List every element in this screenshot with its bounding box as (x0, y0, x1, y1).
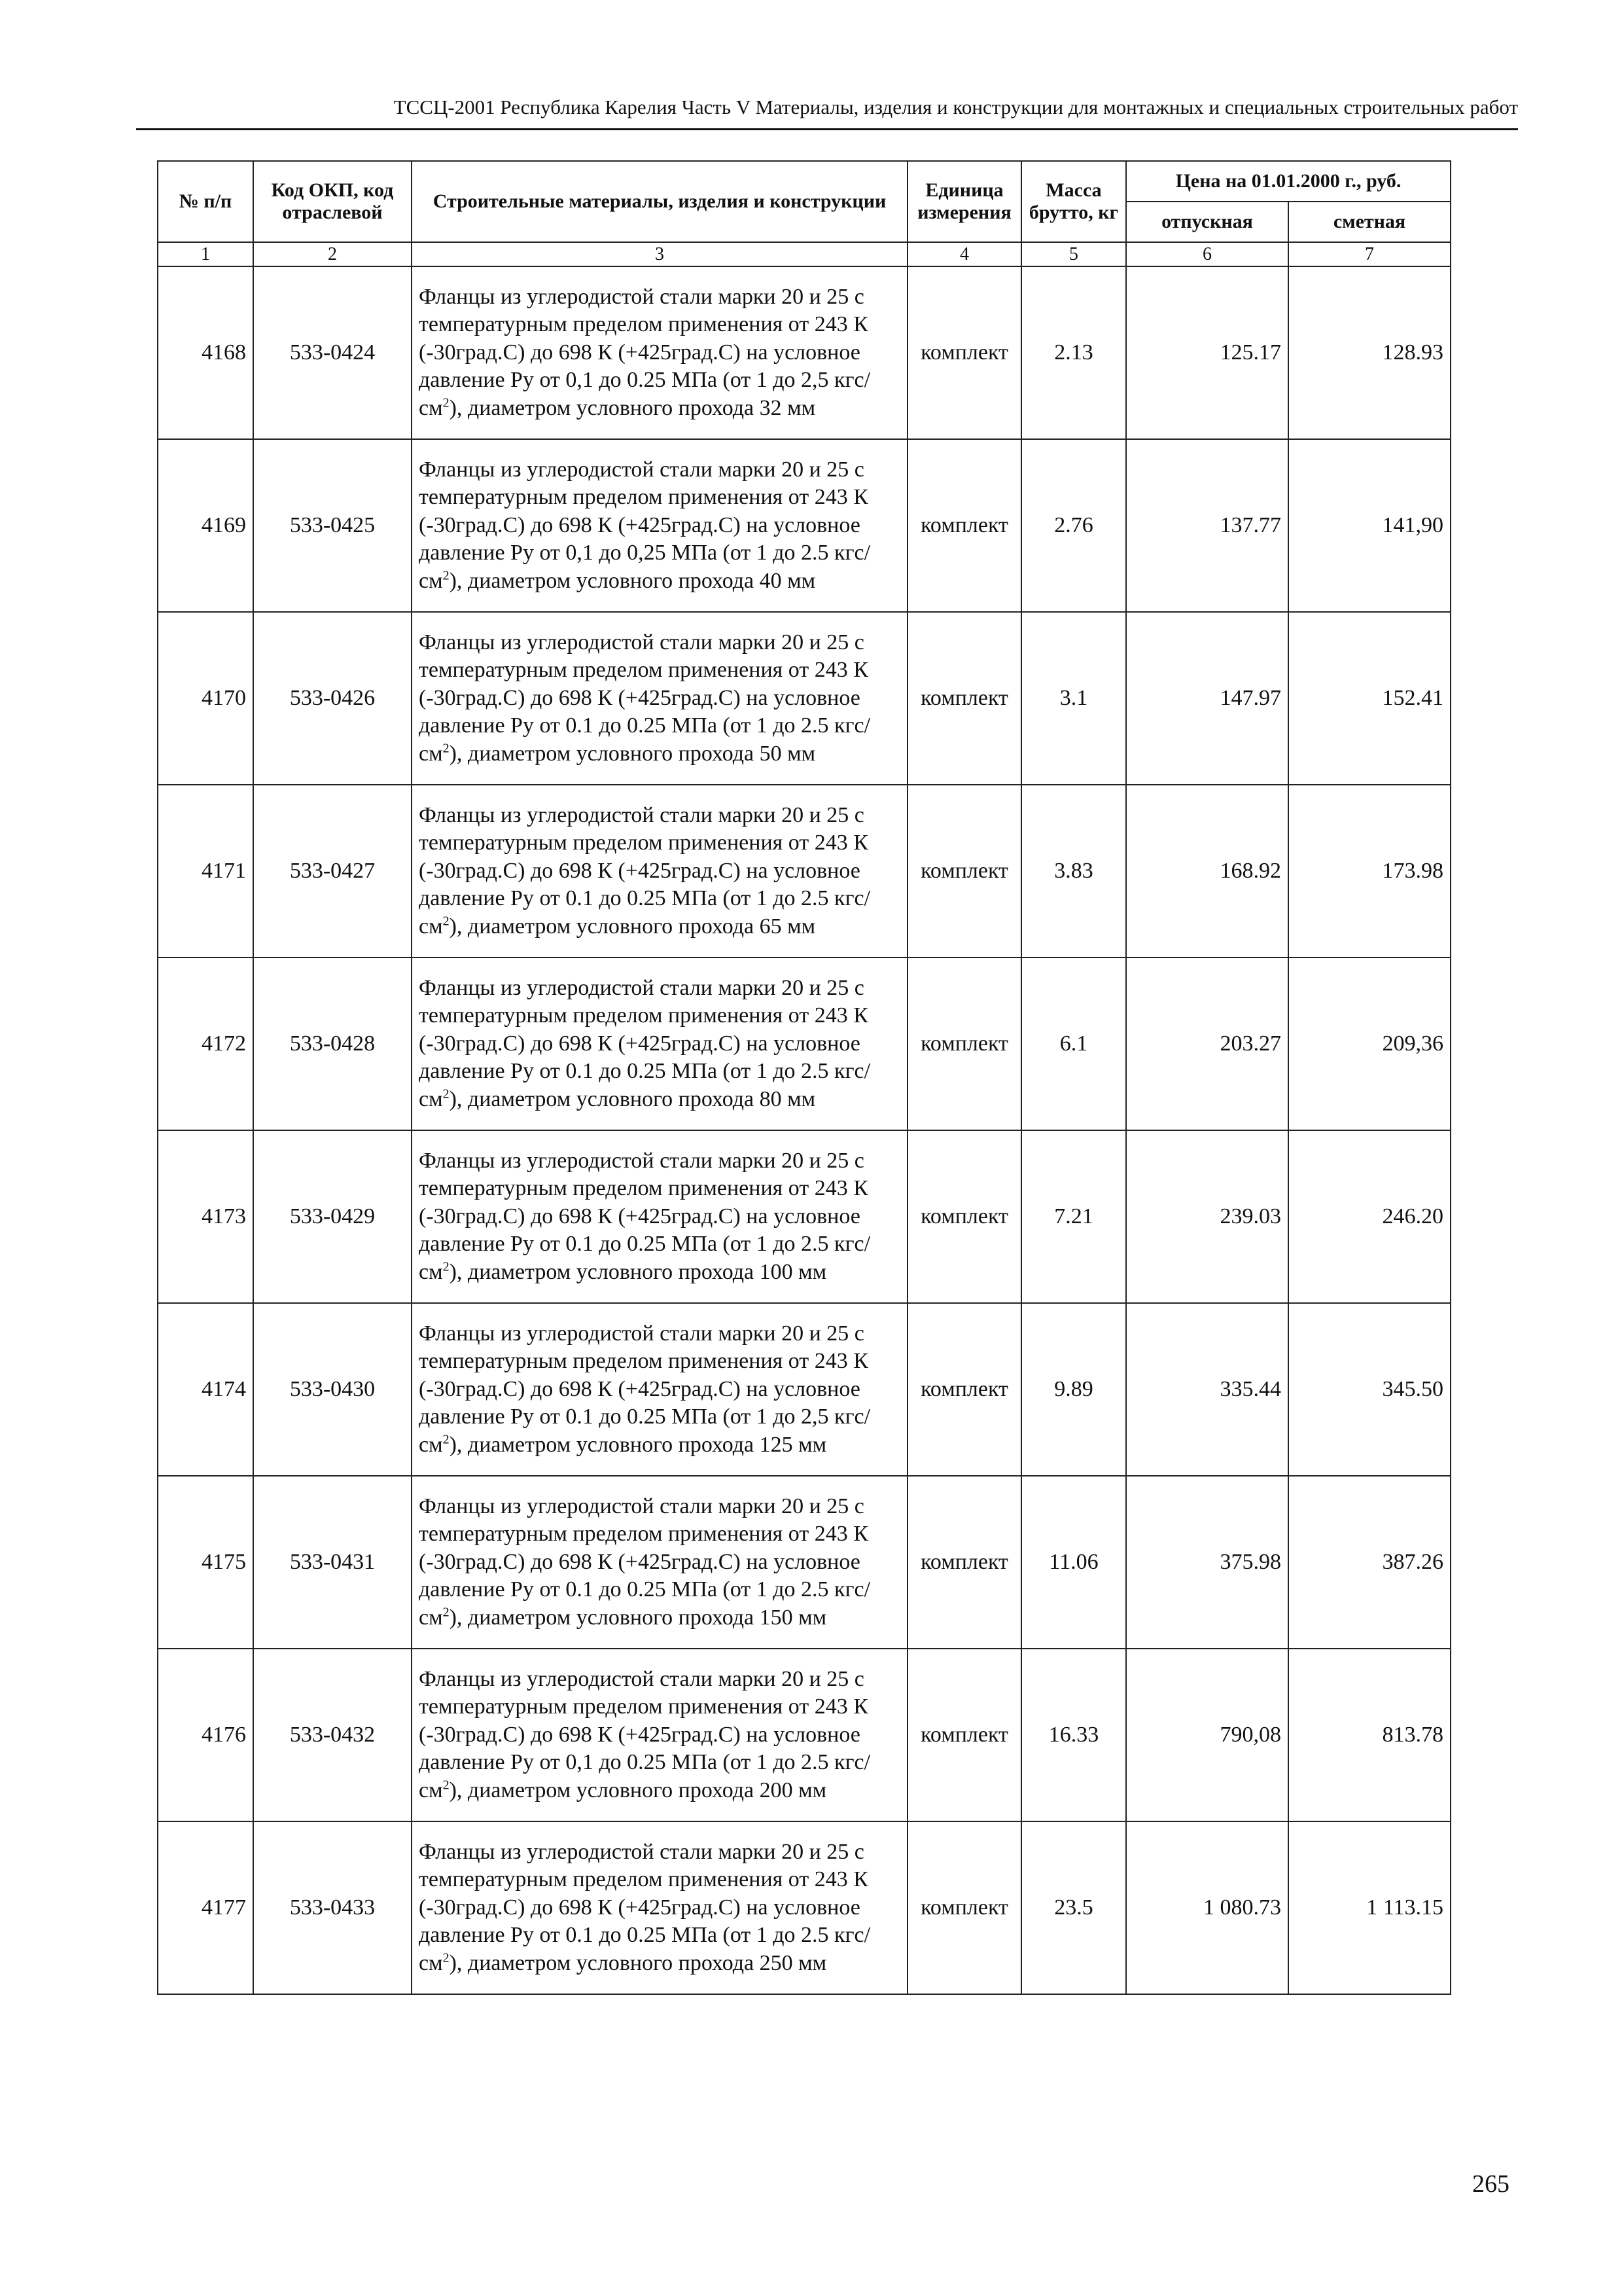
table-row (158, 958, 1451, 1130)
unit-of-measure: комплект (908, 1476, 1021, 1649)
okp-code: 533-0427 (253, 785, 412, 958)
okp-code: 533-0433 (253, 1821, 412, 1994)
gross-mass: 3.83 (1021, 785, 1126, 958)
price-estimate: 141,90 (1288, 439, 1451, 612)
col-number: 7 (1288, 242, 1451, 266)
price-release: 335.44 (1126, 1303, 1288, 1476)
price-estimate: 246.20 (1288, 1130, 1451, 1303)
material-description (412, 612, 908, 785)
description-text-end: ), диаметром условного прохода 50 мм (449, 741, 816, 766)
row-number: 4170 (158, 612, 253, 785)
material-description (412, 1649, 908, 1821)
description-text: Фланцы из углеродистой стали марки 20 и 25 с температурным пределом применения от 243 К (-30град.С) до 698 К (+425град.С) на условное давление Ру от 0.1 до 0.25 МПа (от 1 до 2.5 кгс/см (419, 1494, 871, 1630)
price-table (157, 160, 1451, 1995)
description-text-end: ), диаметром условного прохода 40 мм (449, 568, 816, 593)
price-release: 168.92 (1126, 785, 1288, 958)
material-description (412, 266, 908, 439)
price-release: 1 080.73 (1126, 1821, 1288, 1994)
price-release: 203.27 (1126, 958, 1288, 1130)
table-row (158, 266, 1451, 439)
column-numbers-row (158, 242, 1451, 266)
description-text-end: ), диаметром условного прохода 100 мм (449, 1259, 827, 1284)
page-number: 265 (1472, 2170, 1509, 2198)
unit-of-measure: комплект (908, 266, 1021, 439)
col-number: 5 (1021, 242, 1126, 266)
price-release: 125.17 (1126, 266, 1288, 439)
okp-code: 533-0428 (253, 958, 412, 1130)
unit-of-measure: комплект (908, 1821, 1021, 1994)
col-header-unit: Единица измерения (908, 161, 1021, 242)
superscript: 2 (442, 568, 450, 583)
col-header-code: Код ОКП, код отраслевой (253, 161, 412, 242)
row-number: 4169 (158, 439, 253, 612)
price-release: 147.97 (1126, 612, 1288, 785)
col-header-price-group: Цена на 01.01.2000 г., руб. (1126, 161, 1451, 202)
superscript: 2 (442, 1950, 450, 1965)
unit-of-measure: комплект (908, 1303, 1021, 1476)
price-estimate: 209,36 (1288, 958, 1451, 1130)
description-text-end: ), диаметром условного прохода 65 мм (449, 914, 816, 939)
table-row (158, 1649, 1451, 1821)
row-number: 4177 (158, 1821, 253, 1994)
price-estimate: 173.98 (1288, 785, 1451, 958)
gross-mass: 23.5 (1021, 1821, 1126, 1994)
price-release: 137.77 (1126, 439, 1288, 612)
table-row (158, 1476, 1451, 1649)
price-estimate: 345.50 (1288, 1303, 1451, 1476)
material-description (412, 1476, 908, 1649)
row-number: 4173 (158, 1130, 253, 1303)
unit-of-measure: комплект (908, 785, 1021, 958)
unit-of-measure: комплект (908, 1649, 1021, 1821)
price-estimate: 1 113.15 (1288, 1821, 1451, 1994)
col-header-price-estimate: сметная (1288, 202, 1451, 242)
superscript: 2 (442, 1605, 450, 1620)
price-release: 239.03 (1126, 1130, 1288, 1303)
gross-mass: 9.89 (1021, 1303, 1126, 1476)
running-header: ТССЦ-2001 Республика Карелия Часть V Материалы, изделия и конструкции для монтажных и специальных строительных работ (136, 96, 1518, 130)
description-text-end: ), диаметром условного прохода 150 мм (449, 1605, 827, 1630)
material-description (412, 439, 908, 612)
description-text: Фланцы из углеродистой стали марки 20 и 25 с температурным пределом применения от 243 К (-30град.С) до 698 К (+425град.С) на условное давление Ру от 0,1 до 0,25 МПа (от 1 до 2.5 кгс/см (419, 457, 871, 593)
table-row (158, 1130, 1451, 1303)
row-number: 4176 (158, 1649, 253, 1821)
superscript: 2 (442, 1086, 450, 1101)
col-number: 2 (253, 242, 412, 266)
gross-mass: 7.21 (1021, 1130, 1126, 1303)
description-text: Фланцы из углеродистой стали марки 20 и 25 с температурным пределом применения от 243 К (-30град.С) до 698 К (+425град.С) на условное давление Ру от 0.1 до 0.25 МПа (от 1 до 2.5 кгс/см (419, 1839, 871, 1975)
col-number: 3 (412, 242, 908, 266)
gross-mass: 3.1 (1021, 612, 1126, 785)
table-row (158, 1821, 1451, 1994)
okp-code: 533-0430 (253, 1303, 412, 1476)
description-text: Фланцы из углеродистой стали марки 20 и 25 с температурным пределом применения от 243 К (-30град.С) до 698 К (+425град.С) на условное давление Ру от 0.1 до 0.25 МПа (от 1 до 2.5 кгс/см (419, 1148, 871, 1284)
row-number: 4168 (158, 266, 253, 439)
superscript: 2 (442, 395, 450, 410)
col-header-mass: Масса брутто, кг (1021, 161, 1126, 242)
col-header-num: № п/п (158, 161, 253, 242)
unit-of-measure: комплект (908, 1130, 1021, 1303)
gross-mass: 11.06 (1021, 1476, 1126, 1649)
price-estimate: 813.78 (1288, 1649, 1451, 1821)
okp-code: 533-0424 (253, 266, 412, 439)
superscript: 2 (442, 914, 450, 929)
unit-of-measure: комплект (908, 958, 1021, 1130)
col-number: 1 (158, 242, 253, 266)
price-estimate: 152.41 (1288, 612, 1451, 785)
table-row (158, 439, 1451, 612)
table-header-row (158, 161, 1451, 202)
material-description (412, 1303, 908, 1476)
row-number: 4175 (158, 1476, 253, 1649)
price-release: 375.98 (1126, 1476, 1288, 1649)
description-text-end: ), диаметром условного прохода 200 мм (449, 1778, 827, 1802)
okp-code: 533-0429 (253, 1130, 412, 1303)
description-text: Фланцы из углеродистой стали марки 20 и 25 с температурным пределом применения от 243 К (-30град.С) до 698 К (+425град.С) на условное давление Ру от 0.1 до 0.25 МПа (от 1 до 2.5 кгс/см (419, 630, 871, 766)
table-row (158, 785, 1451, 958)
row-number: 4172 (158, 958, 253, 1130)
unit-of-measure: комплект (908, 612, 1021, 785)
col-number: 6 (1126, 242, 1288, 266)
gross-mass: 6.1 (1021, 958, 1126, 1130)
superscript: 2 (442, 1778, 450, 1793)
superscript: 2 (442, 1259, 450, 1274)
gross-mass: 2.13 (1021, 266, 1126, 439)
okp-code: 533-0425 (253, 439, 412, 612)
material-description (412, 958, 908, 1130)
description-text-end: ), диаметром условного прохода 80 мм (449, 1086, 816, 1111)
col-header-name: Строительные материалы, изделия и конструкции (412, 161, 908, 242)
description-text: Фланцы из углеродистой стали марки 20 и 25 с температурным пределом применения от 243 К (-30град.С) до 698 К (+425град.С) на условное давление Ру от 0,1 до 0.25 МПа (от 1 до 2.5 кгс/см (419, 1666, 871, 1802)
table-row (158, 1303, 1451, 1476)
description-text-end: ), диаметром условного прохода 32 мм (449, 395, 816, 420)
okp-code: 533-0431 (253, 1476, 412, 1649)
price-estimate: 128.93 (1288, 266, 1451, 439)
description-text-end: ), диаметром условного прохода 250 мм (449, 1950, 827, 1975)
okp-code: 533-0432 (253, 1649, 412, 1821)
material-description (412, 785, 908, 958)
okp-code: 533-0426 (253, 612, 412, 785)
unit-of-measure: комплект (908, 439, 1021, 612)
col-number: 4 (908, 242, 1021, 266)
description-text: Фланцы из углеродистой стали марки 20 и 25 с температурным пределом применения от 243 К (-30град.С) до 698 К (+425град.С) на условное давление Ру от 0.1 до 0.25 МПа (от 1 до 2,5 кгс/см (419, 1321, 871, 1457)
material-description (412, 1821, 908, 1994)
superscript: 2 (442, 1432, 450, 1447)
description-text: Фланцы из углеродистой стали марки 20 и 25 с температурным пределом применения от 243 К (-30град.С) до 698 К (+425град.С) на условное давление Ру от 0,1 до 0.25 МПа (от 1 до 2,5 кгс/см (419, 284, 871, 420)
gross-mass: 2.76 (1021, 439, 1126, 612)
row-number: 4171 (158, 785, 253, 958)
table-row (158, 612, 1451, 785)
description-text: Фланцы из углеродистой стали марки 20 и 25 с температурным пределом применения от 243 К (-30град.С) до 698 К (+425град.С) на условное давление Ру от 0.1 до 0.25 МПа (от 1 до 2.5 кгс/см (419, 975, 871, 1111)
price-estimate: 387.26 (1288, 1476, 1451, 1649)
row-number: 4174 (158, 1303, 253, 1476)
gross-mass: 16.33 (1021, 1649, 1126, 1821)
col-header-price-release: отпускная (1126, 202, 1288, 242)
description-text-end: ), диаметром условного прохода 125 мм (449, 1432, 827, 1457)
superscript: 2 (442, 741, 450, 756)
description-text: Фланцы из углеродистой стали марки 20 и 25 с температурным пределом применения от 243 К (-30град.С) до 698 К (+425град.С) на условное давление Ру от 0.1 до 0.25 МПа (от 1 до 2.5 кгс/см (419, 802, 871, 939)
material-description (412, 1130, 908, 1303)
price-release: 790,08 (1126, 1649, 1288, 1821)
